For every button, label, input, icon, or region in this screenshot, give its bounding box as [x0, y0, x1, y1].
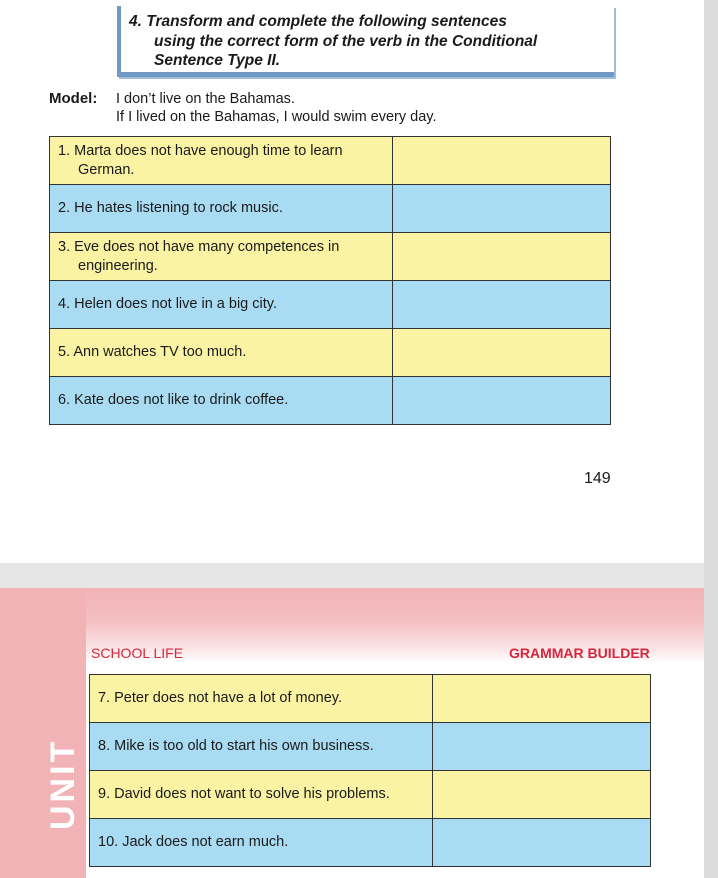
table-row — [50, 329, 611, 377]
sentence-number: 4. — [58, 296, 71, 312]
sentence-number: 1. — [58, 142, 71, 159]
answer-cell[interactable] — [393, 377, 611, 425]
table-row — [50, 233, 611, 281]
table-row — [50, 281, 611, 329]
exercise-table-2 — [89, 674, 651, 867]
table-row — [50, 137, 611, 185]
side-band — [0, 588, 86, 878]
sentence-number: 2. — [58, 200, 71, 216]
exercise-number: 4. — [129, 13, 142, 30]
section-label-grammar-builder: GRAMMAR BUILDER — [509, 645, 650, 661]
sentence-text: Eve does not have many competences in engineering. — [74, 238, 340, 274]
scrollbar-track[interactable] — [704, 0, 718, 878]
answer-cell[interactable] — [433, 723, 651, 771]
answer-cell[interactable] — [433, 675, 651, 723]
sentence-number: 7. — [98, 690, 111, 706]
table-row — [50, 185, 611, 233]
sentence-cell — [50, 137, 393, 185]
sentence-number: 6. — [58, 392, 71, 408]
sentence-number: 8. — [98, 738, 111, 754]
sentence-cell — [50, 281, 393, 329]
answer-cell[interactable] — [393, 185, 611, 233]
sentence-cell — [90, 771, 433, 819]
answer-cell[interactable] — [433, 819, 651, 867]
model-label: Model: — [49, 90, 98, 107]
sentence-cell — [90, 819, 433, 867]
model-line2: If I lived on the Bahamas, I would swim every day. — [116, 109, 437, 125]
answer-cell[interactable] — [433, 771, 651, 819]
page-number: 149 — [584, 470, 611, 487]
instruction-box — [117, 6, 614, 77]
table-row — [50, 377, 611, 425]
sentence-cell — [50, 377, 393, 425]
exercise-table-1 — [49, 136, 611, 425]
answer-cell[interactable] — [393, 281, 611, 329]
sentence-number: 5. — [58, 344, 71, 360]
section-label-school-life: SCHOOL LIFE — [91, 645, 184, 661]
answer-cell[interactable] — [393, 233, 611, 281]
sentence-text: Mike is too old to start his own business. — [114, 738, 374, 754]
sentence-cell — [50, 233, 393, 281]
sentence-text: Ann watches TV too much. — [73, 344, 247, 360]
unit-side-label: UNIT — [44, 738, 82, 830]
sentence-cell — [90, 723, 433, 771]
answer-cell[interactable] — [393, 137, 611, 185]
sentence-cell — [50, 329, 393, 377]
sentence-text: He hates listening to rock music. — [74, 200, 283, 216]
sentence-cell — [90, 675, 433, 723]
table-row — [90, 675, 651, 723]
table-row — [90, 819, 651, 867]
sentence-number: 10. — [98, 834, 119, 850]
model-example — [49, 90, 437, 126]
sentence-number: 9. — [98, 786, 111, 802]
sentence-text: Jack does not earn much. — [122, 834, 289, 850]
table-row — [90, 723, 651, 771]
answer-cell[interactable] — [393, 329, 611, 377]
sentence-text: David does not want to solve his problems. — [114, 786, 390, 802]
model-line1: I don’t live on the Bahamas. — [116, 91, 295, 107]
textbook-next-page — [0, 588, 704, 878]
sentence-text: Helen does not live in a big city. — [74, 296, 277, 312]
instruction-text — [129, 12, 599, 71]
sentence-cell — [50, 185, 393, 233]
sentence-text: Marta does not have enough time to learn German. — [74, 142, 343, 178]
instruction-line3: Sentence Type II. — [154, 52, 281, 69]
sentence-number: 3. — [58, 238, 71, 255]
sentence-text: Kate does not like to drink coffee. — [74, 392, 289, 408]
table-row — [90, 771, 651, 819]
instruction-line1: Transform and complete the following sentences — [146, 13, 507, 30]
sentence-text: Peter does not have a lot of money. — [114, 690, 342, 706]
instruction-line2: using the correct form of the verb in the Conditional — [154, 32, 538, 50]
